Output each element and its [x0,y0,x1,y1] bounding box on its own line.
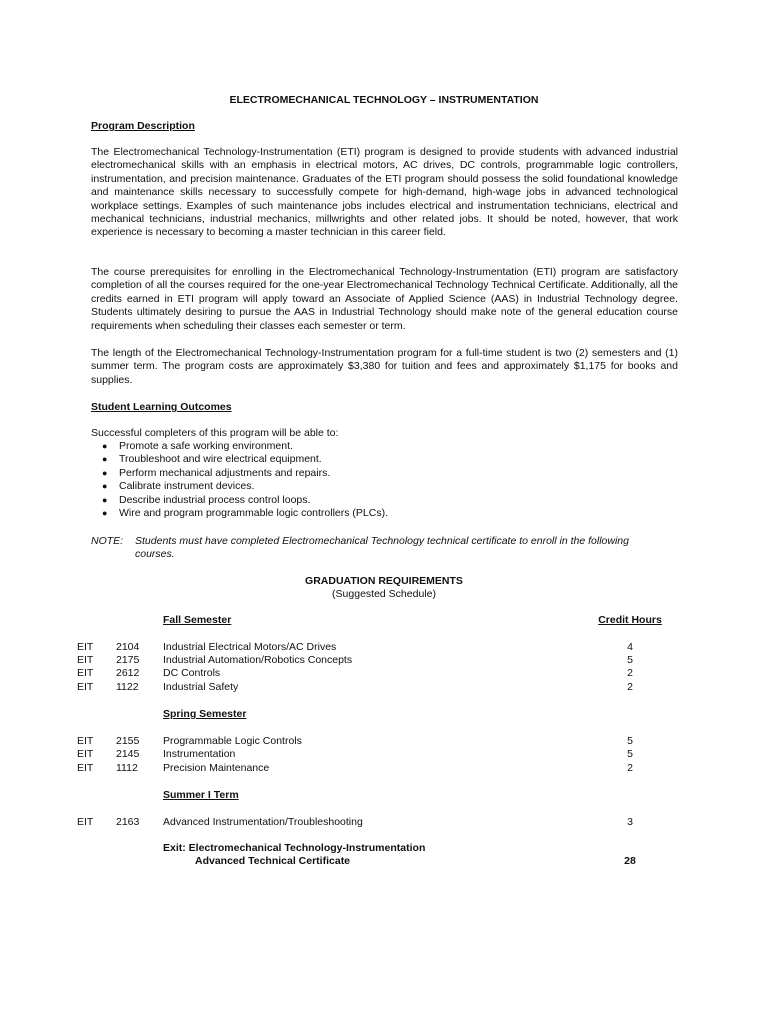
fall-semester-heading: Fall Semester [163,614,232,626]
description-paragraph-1: The Electromechanical Technology-Instrumentation (ETI) program is designed to provide students with advanced industrial electromechanical skills with an emphasis in electrical motors, AC drives, DC controls, programmable logic controllers, instrumentation, and precision maintenance. Graduates of the ETI program should possess the solid foundational knowledge and maintenance skills necessary to successfully compete for high-demand, high-wage jobs in advanced technological workplace settings. Examples of such maintenance jobs includes electrical and instrumentation technicians, electrical and mechanical technicians, industrial mechanics, millwrights and other related jobs. It should be noted, however, that work experience is necessary to becoming a master technician in this career field. [91,146,678,239]
enrollment-note [91,535,678,562]
exit-certificate [163,842,425,869]
course-hours: 2 [627,762,633,774]
course-number: 2612 [116,667,140,679]
table-row [0,816,768,829]
outcomes-list [102,440,388,520]
course-hours: 4 [627,641,633,653]
course-dept: EIT [77,762,94,774]
note-lead: NOTE: [91,535,124,547]
exit-line-1: Exit: Electromechanical Technology-Instrumentation [163,842,426,854]
exit-line-2: Advanced Technical Certificate [195,855,351,868]
bullet-icon: ● [102,481,108,492]
course-name: Instrumentation [163,748,236,760]
bullet-icon: ● [102,467,108,478]
table-row [0,641,768,654]
table-row [0,748,768,761]
course-number: 2163 [116,816,140,828]
course-hours: 2 [627,681,633,693]
course-name: DC Controls [163,667,221,679]
course-name: Industrial Electrical Motors/AC Drives [163,641,337,653]
course-hours: 2 [627,667,633,679]
course-name: Programmable Logic Controls [163,735,302,747]
course-number: 1122 [116,681,139,693]
course-dept: EIT [77,667,94,679]
graduation-subtitle: (Suggested Schedule) [332,588,436,600]
course-number: 2145 [116,748,140,760]
spring-semester-heading: Spring Semester [163,708,247,720]
bullet-icon: ● [102,507,108,518]
course-dept: EIT [77,641,94,653]
course-number: 2155 [116,735,140,747]
exit-total-hours: 28 [624,855,636,867]
program-description-heading: Program Description [91,120,195,132]
table-row [0,667,768,680]
list-item: ● Troubleshoot and wire electrical equipment. [102,453,322,466]
document-title: ELECTROMECHANICAL TECHNOLOGY – INSTRUMENTATION [229,94,539,106]
course-name: Industrial Safety [163,681,239,693]
course-name: Precision Maintenance [163,762,270,774]
course-hours: 3 [627,816,633,828]
bullet-icon: ● [102,454,108,465]
course-name: Industrial Automation/Robotics Concepts [163,654,353,666]
credit-hours-heading: Credit Hours [598,614,662,626]
bullet-icon: ● [102,494,108,505]
list-item: ● Describe industrial process control loops. [102,493,311,506]
description-paragraph-3: The length of the Electromechanical Technology-Instrumentation program for a full-time student is two (2) semesters and (1) summer term. The program costs are approximately $3,380 for tuition and fees and approximately $1,175 for books and supplies. [91,347,678,386]
table-row [0,681,768,694]
table-row [0,654,768,667]
course-number: 2104 [116,641,140,653]
list-item: ● Promote a safe working environment. [102,440,293,452]
course-hours: 5 [627,748,633,760]
note-text: Students must have completed Electromechanical Technology technical certificate to enroll in the following [135,535,629,547]
list-item: ● Perform mechanical adjustments and repairs. [102,466,331,479]
course-dept: EIT [77,816,94,828]
outcomes-intro: Successful completers of this program will be able to: [91,427,339,439]
course-dept: EIT [77,654,94,666]
course-number: 1112 [116,762,138,774]
graduation-title: GRADUATION REQUIREMENTS [305,575,463,587]
list-item: ● Wire and program programmable logic controllers (PLCs). [102,506,389,519]
summer-term-heading: Summer I Term [163,789,239,801]
course-number: 2175 [116,654,140,666]
description-paragraph-2: The course prerequisites for enrolling in the Electromechanical Technology-Instrumentation (ETI) program are satisfactory completion of all the courses required for the one-year Electromechanical Technology Technical Certificate. Additionally, all the credits earned in ETI program will apply toward an Associate of Applied Science (AAS) in Industrial Technology degree. Students ultimately desiring to pursue the AAS in Industrial Technology should make note of the general education course requirements when scheduling their classes each semester or term. [91,266,678,332]
note-continuation: courses. [135,548,175,561]
course-hours: 5 [627,735,633,747]
course-dept: EIT [77,681,94,693]
course-dept: EIT [77,735,94,747]
course-hours: 5 [627,654,633,666]
course-dept: EIT [77,748,94,760]
course-name: Advanced Instrumentation/Troubleshooting [163,816,363,828]
table-row [0,762,768,775]
list-item: ● Calibrate instrument devices. [102,480,255,493]
bullet-icon: ● [102,441,108,451]
outcomes-heading: Student Learning Outcomes [91,401,232,413]
table-row [0,735,768,748]
